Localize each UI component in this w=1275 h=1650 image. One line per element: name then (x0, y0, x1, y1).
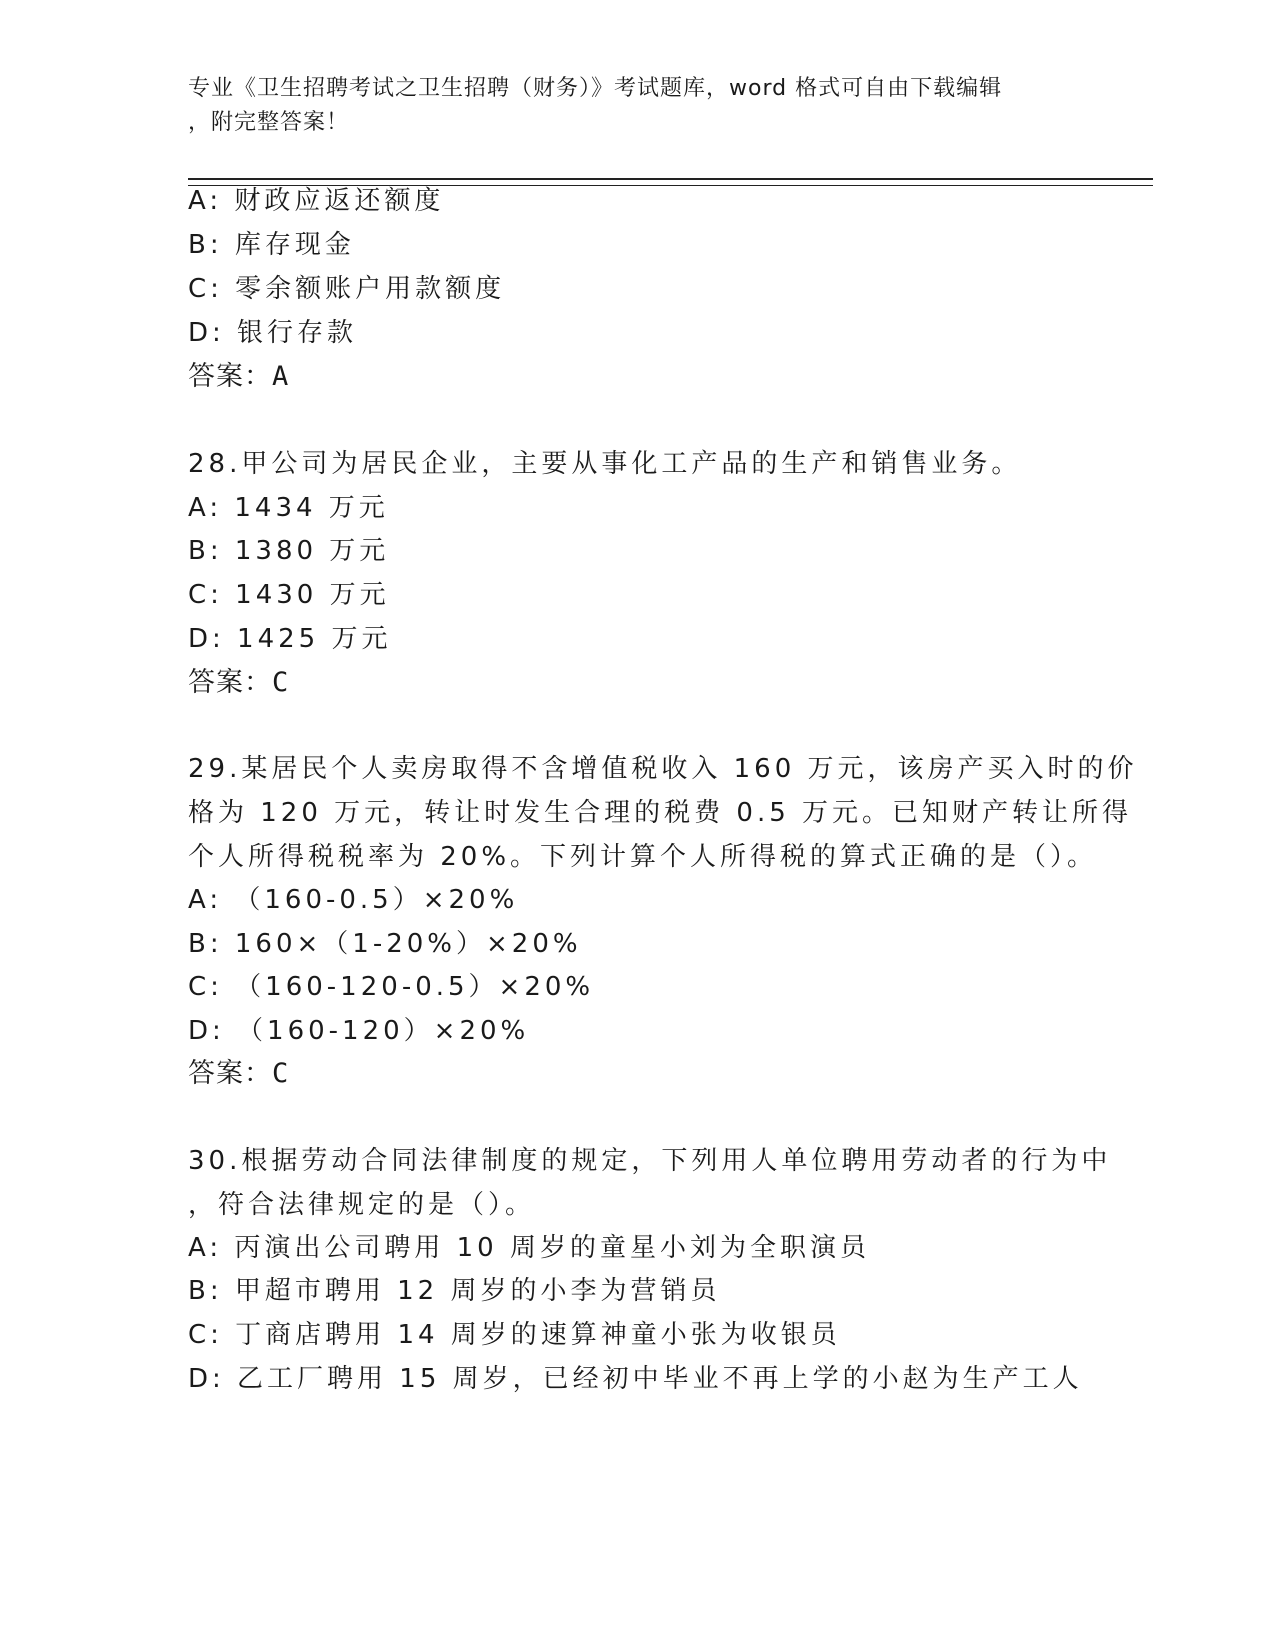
q27-option-c: C: 零余额账户用款额度 (188, 274, 506, 304)
q28-answer (188, 660, 289, 706)
q27-answer (188, 354, 289, 400)
q30-option-a: A: 丙演出公司聘用 10 周岁的童星小刘为全职演员 (188, 1233, 870, 1263)
q30-option-b: B: 甲超市聘用 12 周岁的小李为营销员 (188, 1276, 721, 1306)
q29-answer-value: C (272, 1058, 290, 1089)
q29-option-c: C: （160-120-0.5）×20% (188, 972, 595, 1002)
q29-stem-line-3: 个人所得税税率为 20%。下列计算个人所得税的算式正确的是（）。 (188, 842, 1098, 872)
q28-option-a: A: 1434 万元 (188, 493, 389, 523)
q28-stem: 28.甲公司为居民企业，主要从事化工产品的生产和销售业务。 (188, 449, 1022, 479)
q27-answer-label: 答案： (188, 361, 272, 392)
q29-stem-line-1: 29.某居民个人卖房取得不含增值税收入 160 万元，该房产买入时的价 (188, 754, 1138, 784)
q28-option-d: D: 1425 万元 (188, 624, 392, 654)
q30-option-d: D: 乙工厂聘用 15 周岁，已经初中毕业不再上学的小赵为生产工人 (188, 1364, 1083, 1394)
q29-answer-label: 答案： (188, 1058, 272, 1089)
q30-stem-line-1: 30.根据劳动合同法律制度的规定，下列用人单位聘用劳动者的行为中 (188, 1146, 1112, 1176)
document-header (188, 72, 1068, 140)
q28-option-b: B: 1380 万元 (188, 536, 390, 566)
q27-option-a: A: 财政应返还额度 (188, 186, 445, 216)
q28-answer-value: C (272, 667, 290, 698)
q29-option-a: A: （160-0.5）×20% (188, 885, 519, 915)
header-line-2: ，附完整答案！ (188, 110, 350, 135)
q29-option-d: D: （160-120）×20% (188, 1016, 530, 1046)
q28-answer-label: 答案： (188, 667, 272, 698)
header-line-1: 专业《卫生招聘考试之卫生招聘（财务）》考试题库，word 格式可自由下载编辑 (188, 76, 1003, 101)
q30-option-c: C: 丁商店聘用 14 周岁的速算神童小张为收银员 (188, 1320, 841, 1350)
q27-option-b: B: 库存现金 (188, 230, 355, 260)
q27-option-d: D: 银行存款 (188, 318, 358, 348)
q27-answer-value: A (272, 361, 290, 392)
q28-option-c: C: 1430 万元 (188, 580, 390, 610)
q30-stem-line-2: ，符合法律规定的是（）。 (188, 1190, 536, 1220)
q29-stem-line-2: 格为 120 万元，转让时发生合理的税费 0.5 万元。已知财产转让所得 (188, 798, 1133, 828)
q29-option-b: B: 160×（1-20%）×20% (188, 929, 582, 959)
q29-answer (188, 1051, 289, 1097)
